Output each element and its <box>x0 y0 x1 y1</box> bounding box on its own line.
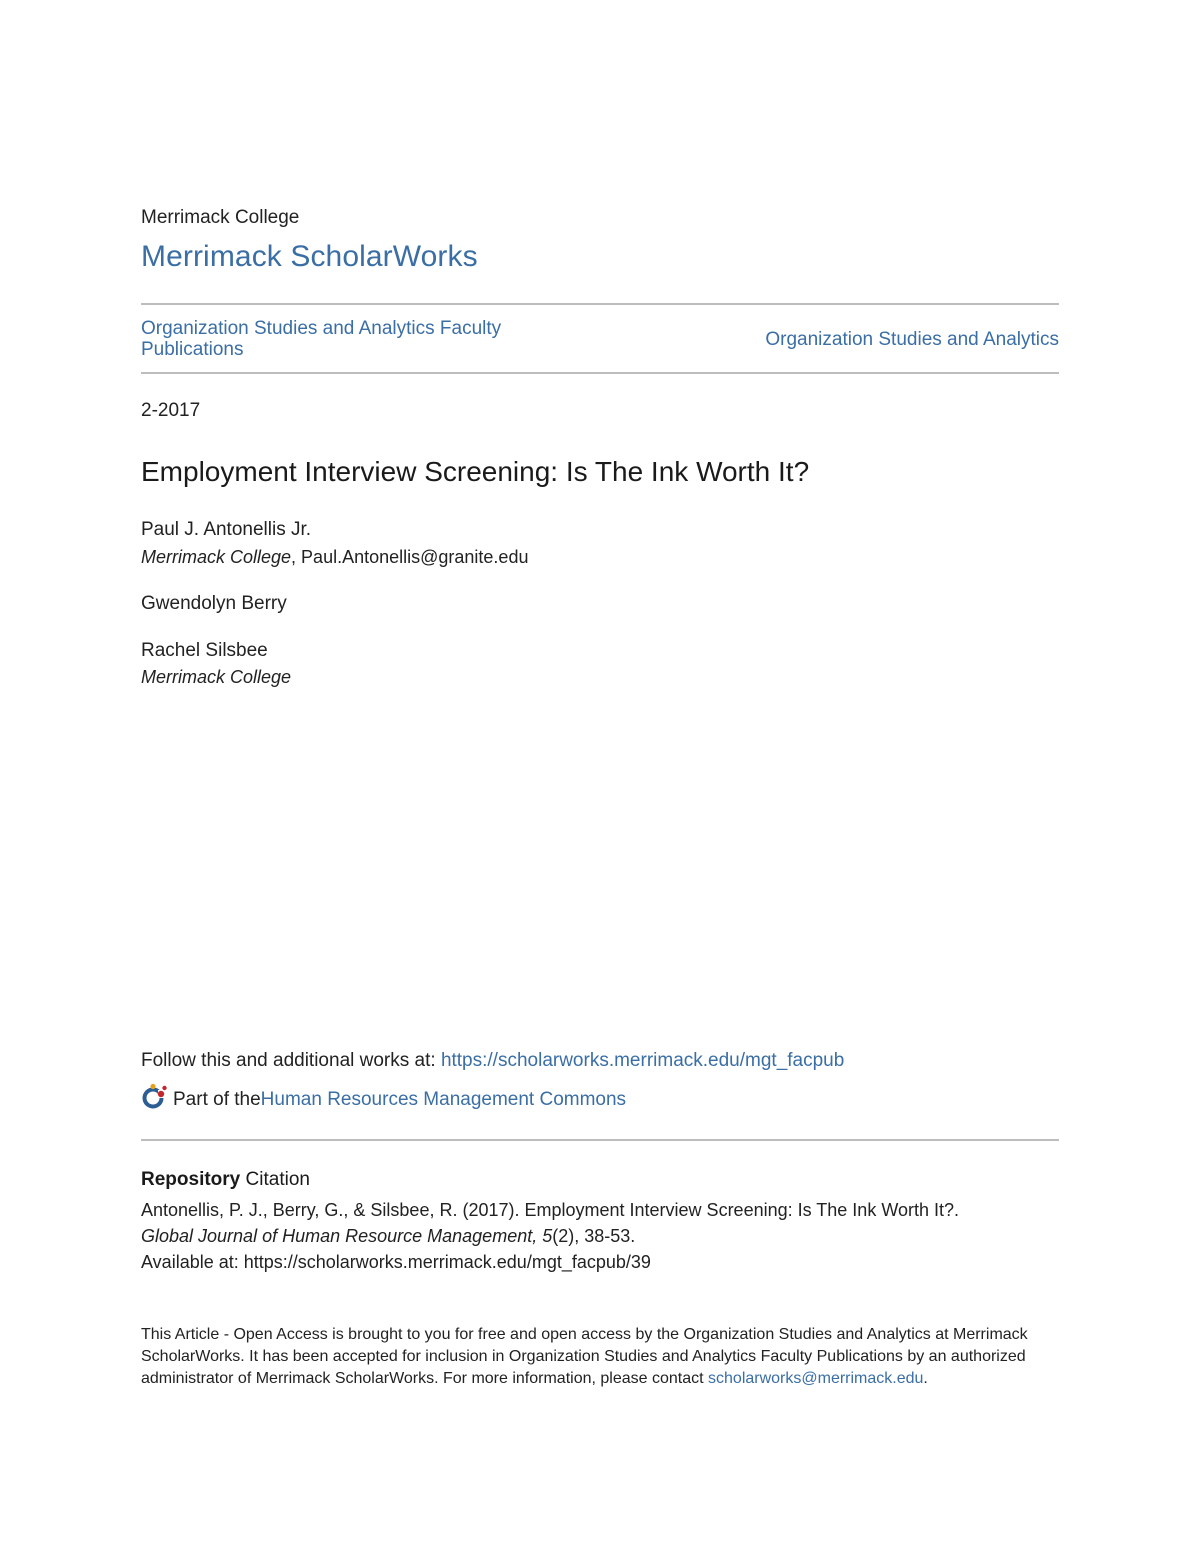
citation-line-2 <box>141 1223 959 1249</box>
citation-heading-bold: Repository <box>141 1169 241 1190</box>
follow-line <box>141 1050 844 1072</box>
divider-collections <box>141 372 1059 374</box>
repository-citation <box>141 1197 959 1275</box>
access-statement <box>141 1324 1061 1390</box>
citation-heading-rest: Citation <box>240 1169 310 1190</box>
divider-top <box>141 303 1059 305</box>
publication-date: 2-2017 <box>141 400 201 421</box>
part-of-line <box>141 1083 626 1111</box>
author-affiliation <box>141 547 528 568</box>
collection-link-faculty-publications[interactable]: Organization Studies and Analytics Faculty Publications <box>141 318 502 360</box>
divider-citation <box>141 1139 1059 1141</box>
citation-available: Available at: https://scholarworks.merrimack.edu/mgt_facpub/39 <box>141 1252 651 1272</box>
repository-link[interactable]: Merrimack ScholarWorks <box>141 240 478 273</box>
follow-prefix: Follow this and additional works at: <box>141 1050 441 1071</box>
author-name: Rachel Silsbee <box>141 640 268 661</box>
citation-issue-pages: (2), 38-53. <box>552 1226 636 1246</box>
access-statement-end: . <box>923 1370 928 1387</box>
citation-journal: Global Journal of Human Resource Management, 5 <box>141 1226 553 1246</box>
author-name: Paul J. Antonellis Jr. <box>141 519 312 540</box>
follow-url-link[interactable]: https://scholarworks.merrimack.edu/mgt_facpub <box>440 1050 845 1071</box>
affiliation-name: Merrimack College <box>141 667 292 687</box>
author-name: Gwendolyn Berry <box>141 593 287 614</box>
article-title: Employment Interview Screening: Is The Ink Worth It? <box>141 456 810 487</box>
collection-link-department[interactable]: Organization Studies and Analytics <box>765 329 1059 350</box>
citation-heading <box>141 1169 310 1191</box>
part-of-prefix: Part of the <box>173 1089 261 1110</box>
access-statement-text: This Article - Open Access is brought to you for free and open access by the Organization Studies and Analytics at Merrimack ScholarWorks. It has been accepted for inclusion in Organization Studies and Analytics Faculty Publications by an authorized administrator of Merrimack ScholarWorks. For more information, please contact <box>141 1326 1028 1387</box>
contact-email-link[interactable]: scholarworks@merrimack.edu <box>708 1370 924 1387</box>
institution-name: Merrimack College <box>141 207 300 228</box>
author-affiliation <box>141 667 291 688</box>
affiliation-name: Merrimack College <box>141 547 292 567</box>
commons-link[interactable]: Human Resources Management Commons <box>260 1089 627 1110</box>
network-commons-icon <box>141 1083 169 1111</box>
author-email: , Paul.Antonellis@granite.edu <box>291 547 529 567</box>
citation-line-1: Antonellis, P. J., Berry, G., & Silsbee, R. (2017). Employment Interview Screening: Is The Ink Worth It?. <box>141 1200 960 1220</box>
